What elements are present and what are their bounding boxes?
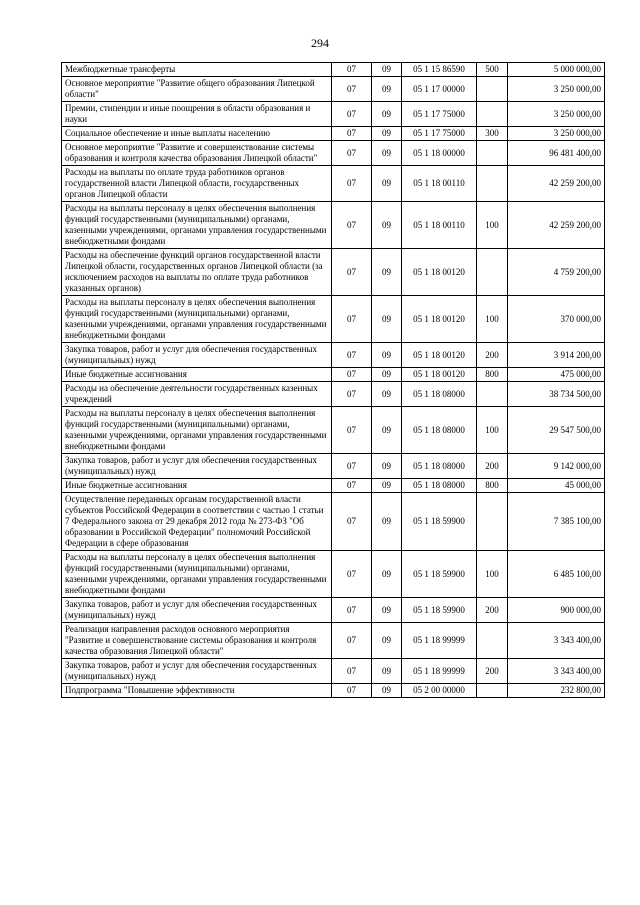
row-target-cell: 05 1 18 99999	[402, 659, 477, 684]
row-type-cell: 800	[477, 368, 508, 382]
row-target-cell: 05 1 18 00120	[402, 249, 477, 296]
table-row	[62, 141, 605, 166]
table-row	[62, 623, 605, 659]
row-type-cell	[477, 382, 508, 407]
row-amount-cell: 3 343 400,00	[508, 659, 605, 684]
row-name-cell: Основное мероприятие "Развитие общего образования Липецкой области"	[62, 77, 332, 102]
row-subsection-cell: 09	[372, 166, 402, 202]
row-subsection-cell: 09	[372, 659, 402, 684]
row-name-cell: Закупка товаров, работ и услуг для обеспечения государственных (муниципальных) нужд	[62, 454, 332, 479]
row-section-cell: 07	[332, 296, 372, 343]
row-amount-cell: 370 000,00	[508, 296, 605, 343]
row-subsection-cell: 09	[372, 551, 402, 598]
row-target-cell: 05 1 18 00000	[402, 141, 477, 166]
row-amount-cell: 42 259 200,00	[508, 202, 605, 249]
row-name-cell: Межбюджетные трансферты	[62, 63, 332, 77]
row-amount-cell: 29 547 500,00	[508, 407, 605, 454]
row-subsection-cell: 09	[372, 623, 402, 659]
row-section-cell: 07	[332, 102, 372, 127]
row-subsection-cell: 09	[372, 382, 402, 407]
table-row	[62, 479, 605, 493]
row-target-cell: 05 1 18 00120	[402, 343, 477, 368]
table-row	[62, 598, 605, 623]
page-number: 294	[311, 36, 329, 50]
row-section-cell: 07	[332, 343, 372, 368]
row-type-cell	[477, 684, 508, 698]
row-name-cell: Расходы на обеспечение деятельности государственных казенных учреждений	[62, 382, 332, 407]
row-name-cell: Иные бюджетные ассигнования	[62, 368, 332, 382]
row-target-cell: 05 1 18 00110	[402, 202, 477, 249]
row-amount-cell: 3 250 000,00	[508, 127, 605, 141]
row-type-cell: 100	[477, 407, 508, 454]
row-name-cell: Премии, стипендии и иные поощрения в области образования и науки	[62, 102, 332, 127]
row-section-cell: 07	[332, 63, 372, 77]
row-section-cell: 07	[332, 249, 372, 296]
row-target-cell: 05 1 18 59900	[402, 551, 477, 598]
row-target-cell: 05 1 17 75000	[402, 102, 477, 127]
row-section-cell: 07	[332, 382, 372, 407]
row-target-cell: 05 1 18 00120	[402, 296, 477, 343]
row-type-cell	[477, 623, 508, 659]
row-target-cell: 05 1 18 08000	[402, 407, 477, 454]
row-type-cell	[477, 249, 508, 296]
row-section-cell: 07	[332, 493, 372, 551]
row-amount-cell: 3 914 200,00	[508, 343, 605, 368]
row-subsection-cell: 09	[372, 249, 402, 296]
row-type-cell: 200	[477, 659, 508, 684]
row-amount-cell: 232 800,00	[508, 684, 605, 698]
row-subsection-cell: 09	[372, 127, 402, 141]
table-row	[62, 343, 605, 368]
row-amount-cell: 45 000,00	[508, 479, 605, 493]
row-subsection-cell: 09	[372, 77, 402, 102]
table-row	[62, 127, 605, 141]
row-name-cell: Расходы на выплаты персоналу в целях обеспечения выполнения функций государственными (муниципальными) органами, казенными учреждениями, органами управления государственными внебюджетными фондами	[62, 551, 332, 598]
table-row	[62, 296, 605, 343]
row-name-cell: Расходы на выплаты персоналу в целях обеспечения выполнения функций государственными (муниципальными) органами, казенными учреждениями, органами управления государственными внебюджетными фондами	[62, 202, 332, 249]
row-type-cell: 100	[477, 202, 508, 249]
row-name-cell: Реализация направления расходов основного мероприятия "Развитие и совершенствование системы образования и контроля качества образования Липецкой области"	[62, 623, 332, 659]
row-type-cell: 100	[477, 296, 508, 343]
row-subsection-cell: 09	[372, 202, 402, 249]
row-section-cell: 07	[332, 202, 372, 249]
row-name-cell: Закупка товаров, работ и услуг для обеспечения государственных (муниципальных) нужд	[62, 598, 332, 623]
row-name-cell: Расходы на выплаты персоналу в целях обеспечения выполнения функций государственными (муниципальными) органами, казенными учреждениями, органами управления государственными внебюджетными фондами	[62, 407, 332, 454]
row-section-cell: 07	[332, 141, 372, 166]
row-target-cell: 05 1 18 00120	[402, 368, 477, 382]
row-name-cell: Расходы на выплаты по оплате труда работников органов государственной власти Липецкой области, государственных органов Липецкой области	[62, 166, 332, 202]
row-type-cell: 200	[477, 454, 508, 479]
row-section-cell: 07	[332, 598, 372, 623]
row-section-cell: 07	[332, 454, 372, 479]
row-section-cell: 07	[332, 127, 372, 141]
row-type-cell: 200	[477, 598, 508, 623]
row-type-cell: 800	[477, 479, 508, 493]
row-target-cell: 05 1 18 08000	[402, 454, 477, 479]
row-section-cell: 07	[332, 479, 372, 493]
row-amount-cell: 9 142 000,00	[508, 454, 605, 479]
row-name-cell: Закупка товаров, работ и услуг для обеспечения государственных (муниципальных) нужд	[62, 659, 332, 684]
row-section-cell: 07	[332, 166, 372, 202]
row-name-cell: Закупка товаров, работ и услуг для обеспечения государственных (муниципальных) нужд	[62, 343, 332, 368]
row-type-cell	[477, 102, 508, 127]
table-row	[62, 63, 605, 77]
row-amount-cell: 475 000,00	[508, 368, 605, 382]
row-amount-cell: 38 734 500,00	[508, 382, 605, 407]
table-row	[62, 202, 605, 249]
row-name-cell: Основное мероприятие "Развитие и совершенствование системы образования и контроля качества образования Липецкой области"	[62, 141, 332, 166]
row-target-cell: 05 1 18 59900	[402, 598, 477, 623]
row-amount-cell: 6 485 100,00	[508, 551, 605, 598]
row-subsection-cell: 09	[372, 684, 402, 698]
row-section-cell: 07	[332, 368, 372, 382]
row-type-cell	[477, 166, 508, 202]
table-row	[62, 368, 605, 382]
row-type-cell: 100	[477, 551, 508, 598]
row-subsection-cell: 09	[372, 407, 402, 454]
row-type-cell: 500	[477, 63, 508, 77]
row-subsection-cell: 09	[372, 598, 402, 623]
row-section-cell: 07	[332, 684, 372, 698]
row-amount-cell: 42 259 200,00	[508, 166, 605, 202]
row-target-cell: 05 1 17 00000	[402, 77, 477, 102]
table-row	[62, 166, 605, 202]
row-subsection-cell: 09	[372, 454, 402, 479]
table-row	[62, 407, 605, 454]
row-target-cell: 05 1 18 08000	[402, 479, 477, 493]
row-section-cell: 07	[332, 77, 372, 102]
table-row	[62, 77, 605, 102]
row-amount-cell: 900 000,00	[508, 598, 605, 623]
row-name-cell: Расходы на выплаты персоналу в целях обеспечения выполнения функций государственными (муниципальными) органами, казенными учреждениями, органами управления государственными внебюджетными фондами	[62, 296, 332, 343]
table-row	[62, 684, 605, 698]
row-amount-cell: 3 250 000,00	[508, 77, 605, 102]
row-subsection-cell: 09	[372, 141, 402, 166]
row-amount-cell: 5 000 000,00	[508, 63, 605, 77]
row-target-cell: 05 1 18 99999	[402, 623, 477, 659]
row-section-cell: 07	[332, 659, 372, 684]
row-section-cell: 07	[332, 407, 372, 454]
row-target-cell: 05 1 18 59900	[402, 493, 477, 551]
table-row	[62, 382, 605, 407]
row-subsection-cell: 09	[372, 493, 402, 551]
row-subsection-cell: 09	[372, 296, 402, 343]
table-row	[62, 551, 605, 598]
row-name-cell: Подпрограмма "Повышение эффективности	[62, 684, 332, 698]
row-type-cell: 300	[477, 127, 508, 141]
row-target-cell: 05 1 18 08000	[402, 382, 477, 407]
row-subsection-cell: 09	[372, 479, 402, 493]
table-row	[62, 493, 605, 551]
row-amount-cell: 4 759 200,00	[508, 249, 605, 296]
row-type-cell	[477, 77, 508, 102]
table-row	[62, 659, 605, 684]
row-amount-cell: 3 343 400,00	[508, 623, 605, 659]
row-type-cell	[477, 493, 508, 551]
row-section-cell: 07	[332, 623, 372, 659]
row-name-cell: Осуществление переданных органам государственной власти субъектов Российской Федерации в соответствии с частью 1 статьи 7 Федерального закона от 29 декабря 2012 года № 273-ФЗ "Об образовании в Российской Федерации" полномочий Российской Федерации в сфере образования	[62, 493, 332, 551]
row-subsection-cell: 09	[372, 368, 402, 382]
row-name-cell: Иные бюджетные ассигнования	[62, 479, 332, 493]
budget-table-body	[62, 63, 605, 698]
row-name-cell: Социальное обеспечение и иные выплаты населению	[62, 127, 332, 141]
row-subsection-cell: 09	[372, 63, 402, 77]
table-row	[62, 102, 605, 127]
row-section-cell: 07	[332, 551, 372, 598]
row-type-cell: 200	[477, 343, 508, 368]
row-target-cell: 05 1 18 00110	[402, 166, 477, 202]
row-subsection-cell: 09	[372, 343, 402, 368]
row-target-cell: 05 1 15 86590	[402, 63, 477, 77]
row-name-cell: Расходы на обеспечение функций органов государственной власти Липецкой области, государственных органов Липецкой области (за исключением расходов на выплаты по оплате труда работников указанных органов)	[62, 249, 332, 296]
table-row	[62, 249, 605, 296]
row-amount-cell: 3 250 000,00	[508, 102, 605, 127]
budget-table	[61, 62, 605, 698]
row-amount-cell: 7 385 100,00	[508, 493, 605, 551]
table-row	[62, 454, 605, 479]
row-subsection-cell: 09	[372, 102, 402, 127]
row-amount-cell: 96 481 400,00	[508, 141, 605, 166]
row-type-cell	[477, 141, 508, 166]
row-target-cell: 05 1 17 75000	[402, 127, 477, 141]
row-target-cell: 05 2 00 00000	[402, 684, 477, 698]
